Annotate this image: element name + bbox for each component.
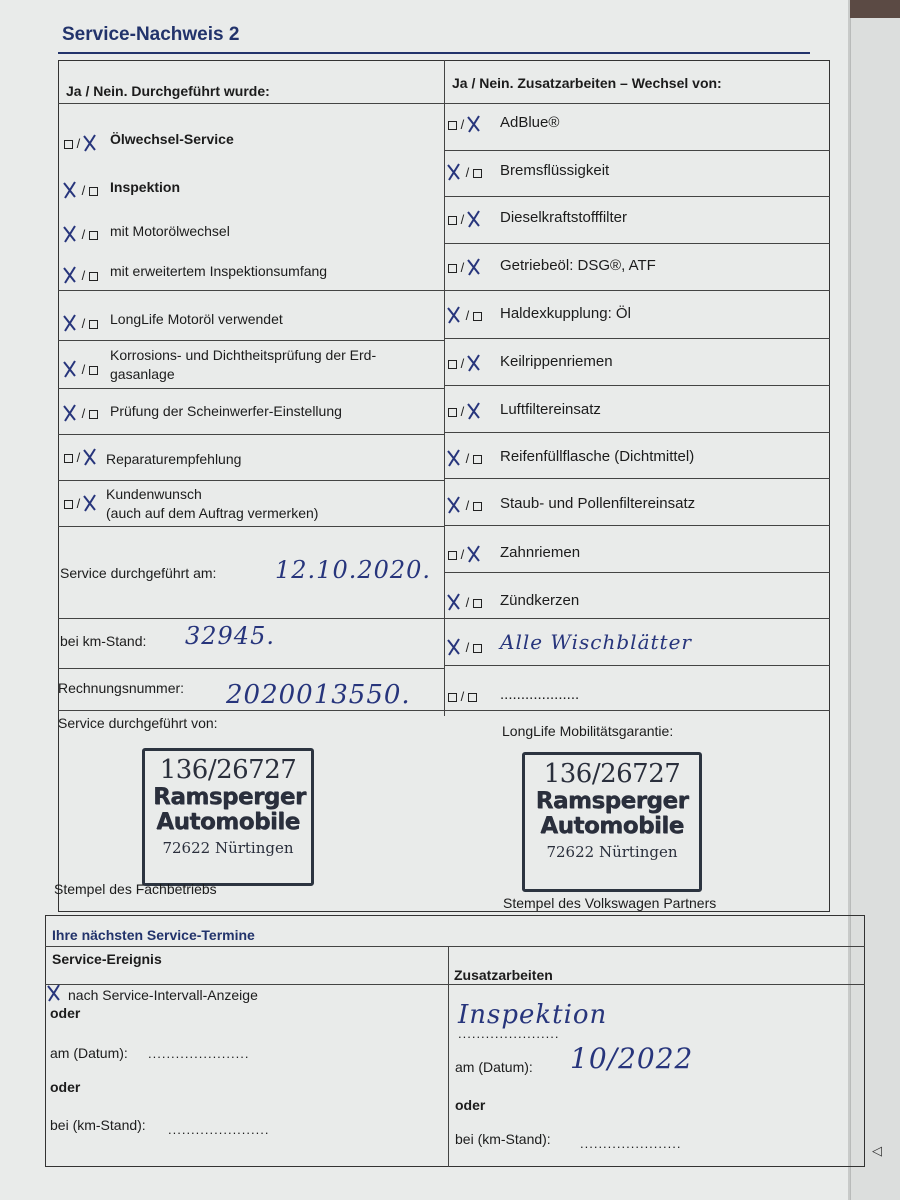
row-line (444, 478, 830, 479)
yes-checked-icon (448, 641, 462, 657)
row-line (444, 103, 830, 104)
yes-checked-icon (64, 184, 78, 200)
left-row-label: mit erweitertem Inspektionsumfang (110, 263, 328, 279)
left-row-label: LongLife Motoröl verwendet (110, 311, 283, 327)
no-box (89, 231, 98, 240)
or-label-1: oder (50, 1005, 81, 1021)
performed-by-label: Service durchgeführt von: (58, 715, 218, 731)
no-box (89, 366, 98, 375)
row-line (45, 946, 865, 947)
row-line (444, 338, 830, 339)
extra-date-label: am (Datum): (455, 1059, 533, 1075)
stamp-name-line2: Automobile (156, 809, 300, 835)
left-row-label: Prüfung der Scheinwerfer-Einstellung (110, 403, 342, 419)
yes-checked-icon (64, 269, 78, 285)
service-event-header: Service-Ereignis (52, 951, 162, 967)
invoice-value: 2020013550. (226, 680, 411, 710)
yes-box (448, 551, 457, 560)
extra-km-label: bei (km-Stand): (455, 1131, 551, 1147)
right-row-label: Zahnriemen (500, 544, 581, 561)
extra-work-dots: ...................... (458, 1026, 560, 1041)
yes-box (448, 121, 457, 130)
stamp-name-line1: Ramsperger (153, 784, 306, 810)
stamp-number: 136/26727 (543, 759, 681, 789)
row-line (444, 572, 830, 573)
dealer-stamp (142, 748, 314, 886)
right-row-label: Haldexkupplung: Öl (500, 305, 631, 322)
right-row-label: Staub- und Pollenfiltereinsatz (500, 495, 696, 512)
page-turn-icon: ◁ (872, 1143, 882, 1158)
right-row-checkbox[interactable]: / (448, 404, 482, 421)
no-box (473, 644, 482, 653)
yes-checked-icon (64, 228, 78, 244)
left-row-checkbox[interactable]: / (64, 183, 98, 200)
row-line (58, 668, 444, 669)
vw-partner-stamp (522, 752, 702, 892)
no-checked-icon (84, 451, 98, 467)
right-row-checkbox[interactable]: / (448, 547, 482, 564)
no-checked-icon (468, 261, 482, 277)
yes-checked-icon (448, 452, 462, 468)
left-row-checkbox[interactable]: / (64, 268, 98, 285)
left-row-checkbox[interactable]: / (64, 227, 98, 244)
yes-box (448, 264, 457, 273)
yes-box (64, 454, 73, 463)
stamp-name-line2: Automobile (540, 813, 684, 839)
no-checked-icon (468, 357, 482, 373)
stamp-number: 136/26727 (159, 755, 297, 785)
extra-date-value: 10/2022 (570, 1042, 694, 1075)
left-row-label: mit Motorölwechsel (110, 223, 230, 239)
right-row-checkbox[interactable]: / (448, 451, 482, 468)
no-checked-icon (468, 405, 482, 421)
left-row-checkbox[interactable]: / (64, 496, 98, 513)
right-row-checkbox[interactable]: / (448, 498, 482, 515)
row-line (58, 290, 444, 291)
right-row-label: Reifenfüllflasche (Dichtmittel) (500, 448, 695, 465)
next-service-header: Ihre nächsten Service-Termine (52, 927, 255, 943)
invoice-label: Rechnungsnummer: (58, 680, 185, 696)
service-date-value: 12.10.2020. (275, 556, 432, 584)
vw-stamp-label: Stempel des Volkswagen Partners (503, 895, 717, 911)
left-column-header: Ja / Nein. Durchgeführt wurde: (66, 83, 270, 99)
yes-checked-icon (64, 363, 78, 379)
yes-box (448, 408, 457, 417)
right-row-label: Zündkerzen (500, 592, 580, 609)
stamp-name-line1: Ramsperger (535, 788, 689, 814)
yes-box (448, 693, 457, 702)
next-date-label: am (Datum): (50, 1045, 128, 1061)
yes-box (448, 360, 457, 369)
yes-checked-icon (448, 596, 462, 612)
or-label-2: oder (50, 1079, 81, 1095)
right-row-label: AdBlue® (500, 114, 560, 131)
mobility-guarantee-label: LongLife Mobilitätsgarantie: (502, 723, 674, 739)
left-row-label: Korrosions- und Dichtheitsprüfung der Erd- gasanlage (110, 347, 377, 382)
no-box (89, 272, 98, 281)
right-row-checkbox[interactable]: / (448, 308, 482, 325)
row-line (444, 290, 830, 291)
left-row-label: Kundenwunsch (auch auf dem Auftrag vermerken) (106, 486, 319, 521)
right-row-checkbox[interactable]: / (448, 595, 482, 612)
left-row-checkbox[interactable]: / (64, 450, 98, 467)
no-box (473, 312, 482, 321)
no-checked-icon (468, 548, 482, 564)
row-line (58, 388, 444, 389)
right-row-label: Alle Wischblätter (500, 630, 692, 654)
no-checked-icon (84, 137, 98, 153)
left-row-checkbox[interactable]: / (64, 406, 98, 423)
no-box (89, 410, 98, 419)
right-row-label: Getriebeöl: DSG®, ATF (500, 257, 656, 274)
row-line (444, 196, 830, 197)
yes-box (64, 500, 73, 509)
row-line (58, 618, 444, 619)
yes-checked-icon (64, 407, 78, 423)
no-checked-icon (468, 213, 482, 229)
right-row-checkbox[interactable]: / (448, 165, 482, 182)
right-row-checkbox[interactable]: / (448, 117, 482, 134)
row-line (58, 526, 444, 527)
left-row-checkbox[interactable]: / (64, 136, 98, 153)
next-km-label: bei (km-Stand): (50, 1117, 146, 1133)
right-row-label: ................... (500, 686, 580, 703)
row-line (444, 385, 830, 386)
no-box (89, 320, 98, 329)
right-row-checkbox[interactable]: / (448, 212, 482, 229)
right-row-checkbox[interactable]: / (448, 356, 482, 373)
service-date-label: Service durchgeführt am: (60, 565, 217, 581)
no-box (473, 599, 482, 608)
right-row-label: Dieselkraftstofffilter (500, 209, 627, 226)
no-box (473, 502, 482, 511)
column-divider (448, 946, 449, 1167)
extra-work-value: Inspektion (458, 1000, 608, 1030)
stamp-town: 72622 Nürtingen (546, 843, 678, 861)
or-label-3: oder (455, 1097, 486, 1113)
right-column-header: Ja / Nein. Zusatzarbeiten – Wechsel von: (452, 75, 722, 91)
yes-checked-icon (448, 499, 462, 515)
next-date-dots: ...................... (148, 1046, 250, 1061)
yes-checked-icon (448, 309, 462, 325)
row-line (444, 243, 830, 244)
row-line (58, 340, 444, 341)
row-line (444, 665, 830, 666)
interval-checkbox[interactable] (48, 986, 62, 1003)
row-line (58, 710, 830, 711)
dealer-stamp-label: Stempel des Fachbetriebs (54, 881, 217, 897)
no-box (473, 455, 482, 464)
left-row-label: Ölwechsel-Service (110, 131, 234, 147)
row-line (58, 480, 444, 481)
interval-label: nach Service-Intervall-Anzeige (68, 987, 258, 1003)
left-row-label: Inspektion (110, 179, 181, 195)
row-line (444, 618, 830, 619)
yes-box (448, 216, 457, 225)
left-row-checkbox[interactable]: / (64, 362, 98, 379)
right-row-checkbox[interactable]: / (448, 260, 482, 277)
left-row-checkbox[interactable]: / (64, 316, 98, 333)
no-checked-icon (468, 118, 482, 134)
right-row-label: Bremsflüssigkeit (500, 162, 610, 179)
next-km-dots: ...................... (168, 1122, 270, 1137)
row-line (444, 525, 830, 526)
no-box (89, 187, 98, 196)
page-title: Service-Nachweis 2 (62, 24, 240, 45)
no-box (473, 169, 482, 178)
right-row-checkbox[interactable]: / (448, 689, 477, 704)
km-label: bei km-Stand: (60, 633, 147, 649)
yes-checked-icon (64, 317, 78, 333)
no-checked-icon (84, 497, 98, 513)
row-line (58, 434, 444, 435)
right-row-label: Luftfiltereinsatz (500, 401, 601, 418)
row-line (444, 432, 830, 433)
title-rule (58, 52, 810, 54)
row-line (58, 103, 444, 104)
right-row-label: Keilrippenriemen (500, 353, 613, 370)
left-row-label: Reparaturempfehlung (106, 451, 242, 467)
no-box (468, 693, 477, 702)
right-row-checkbox[interactable]: / (448, 640, 482, 657)
yes-box (64, 140, 73, 149)
row-line (444, 150, 830, 151)
extra-work-header: Zusatzarbeiten (454, 967, 553, 983)
extra-km-dots: ...................... (580, 1136, 682, 1151)
stamp-town: 72622 Nürtingen (162, 839, 294, 857)
km-value: 32945. (185, 622, 275, 650)
yes-checked-icon (448, 166, 462, 182)
